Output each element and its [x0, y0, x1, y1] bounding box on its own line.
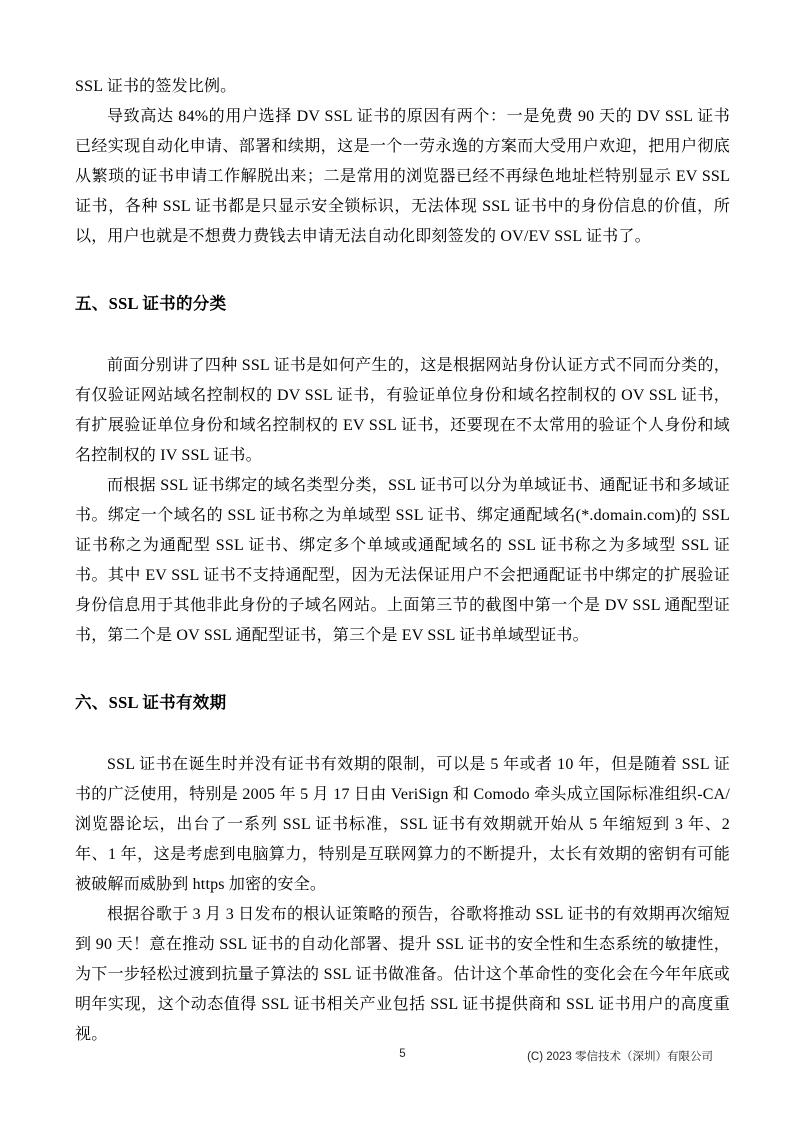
section-heading-ssl-classification: 五、SSL 证书的分类: [75, 294, 227, 313]
copyright-notice: (C) 2023 零信技术（深圳）有限公司: [527, 1051, 713, 1063]
paragraph-google-90-days: 根据谷歌于 3 月 3 日发布的根认证策略的预告，谷歌将推动 SSL 证书的有效期再次缩短到 90 天！意在推动 SSL 证书的自动化部署、提升 SSL 证书的安全性和生态系统的敏捷性，为下一步轻松过渡到抗量子算法的 SSL 证书做准备。估计这个革命性的变化会在今年年底或明年实现，这个动态值得 SSL 证书相关产业包括 SSL 证书提供商和 SSL 证书用户的高度重视。: [75, 906, 730, 1043]
paragraph-validity-history: SSL 证书在诞生时并没有证书有效期的限制，可以是 5 年或者 10 年，但是随着 SSL 证书的广泛使用，特别是 2005 年 5 月 17 日由 VeriSign 和 Comodo 牵头成立国际标准组织-CA/浏览器论坛，出台了一系列 SSL 证书标准，SSL 证书有效期就开始从 5 年缩短到 3 年、2 年、1 年，这是考虑到电脑算力，特别是互联网算力的不断提升，太长有效期的密钥有可能被破解而威胁到 https 加密的安全。: [75, 756, 730, 893]
page-number: 5: [399, 1048, 406, 1060]
paragraph-issuance-ratio-tail: SSL 证书的签发比例。: [75, 78, 237, 95]
section-heading-ssl-validity-period: 六、SSL 证书有效期: [75, 693, 227, 712]
document-content: [75, 72, 730, 1050]
page-footer: [75, 1048, 730, 1066]
paragraph-dv-selection-reasons: 导致高达 84%的用户选择 DV SSL 证书的原因有两个：一是免费 90 天的 DV SSL 证书已经实现自动化申请、部署和续期，这是一个一劳永逸的方案而大受用户欢迎，把用户彻底从繁琐的证书申请工作解脱出来；二是常用的浏览器已经不再绿色地址栏特别显示 EV SSL 证书，各种 SSL 证书都是只显示安全锁标识，无法体现 SSL 证书中的身份信息的价值，所以，用户也就是不想费力费钱去申请无法自动化即刻签发的 OV/EV SSL 证书了。: [75, 108, 730, 245]
paragraph-classification-by-domain-type: 而根据 SSL 证书绑定的域名类型分类，SSL 证书可以分为单域证书、通配证书和多域证书。绑定一个域名的 SSL 证书称之为单域型 SSL 证书、绑定通配域名(*.domain.com)的 SSL 证书称之为通配型 SSL 证书、绑定多个单域或通配域名的 SSL 证书称之为多域型 SSL 证书。其中 EV SSL 证书不支持通配型，因为无法保证用户不会把通配证书中绑定的扩展验证身份信息用于其他非此身份的子域名网站。上面第三节的截图中第一个是 DV SSL 通配型证书，第二个是 OV SSL 通配型证书，第三个是 EV SSL 证书单域型证书。: [75, 477, 730, 644]
paragraph-classification-by-validation: 前面分别讲了四种 SSL 证书是如何产生的，这是根据网站身份认证方式不同而分类的，有仅验证网站域名控制权的 DV SSL 证书，有验证单位身份和域名控制权的 OV SSL 证书，有扩展验证单位身份和域名控制权的 EV SSL 证书，还要现在不太常用的验证个人身份和域名控制权的 IV SSL 证书。: [75, 357, 730, 464]
